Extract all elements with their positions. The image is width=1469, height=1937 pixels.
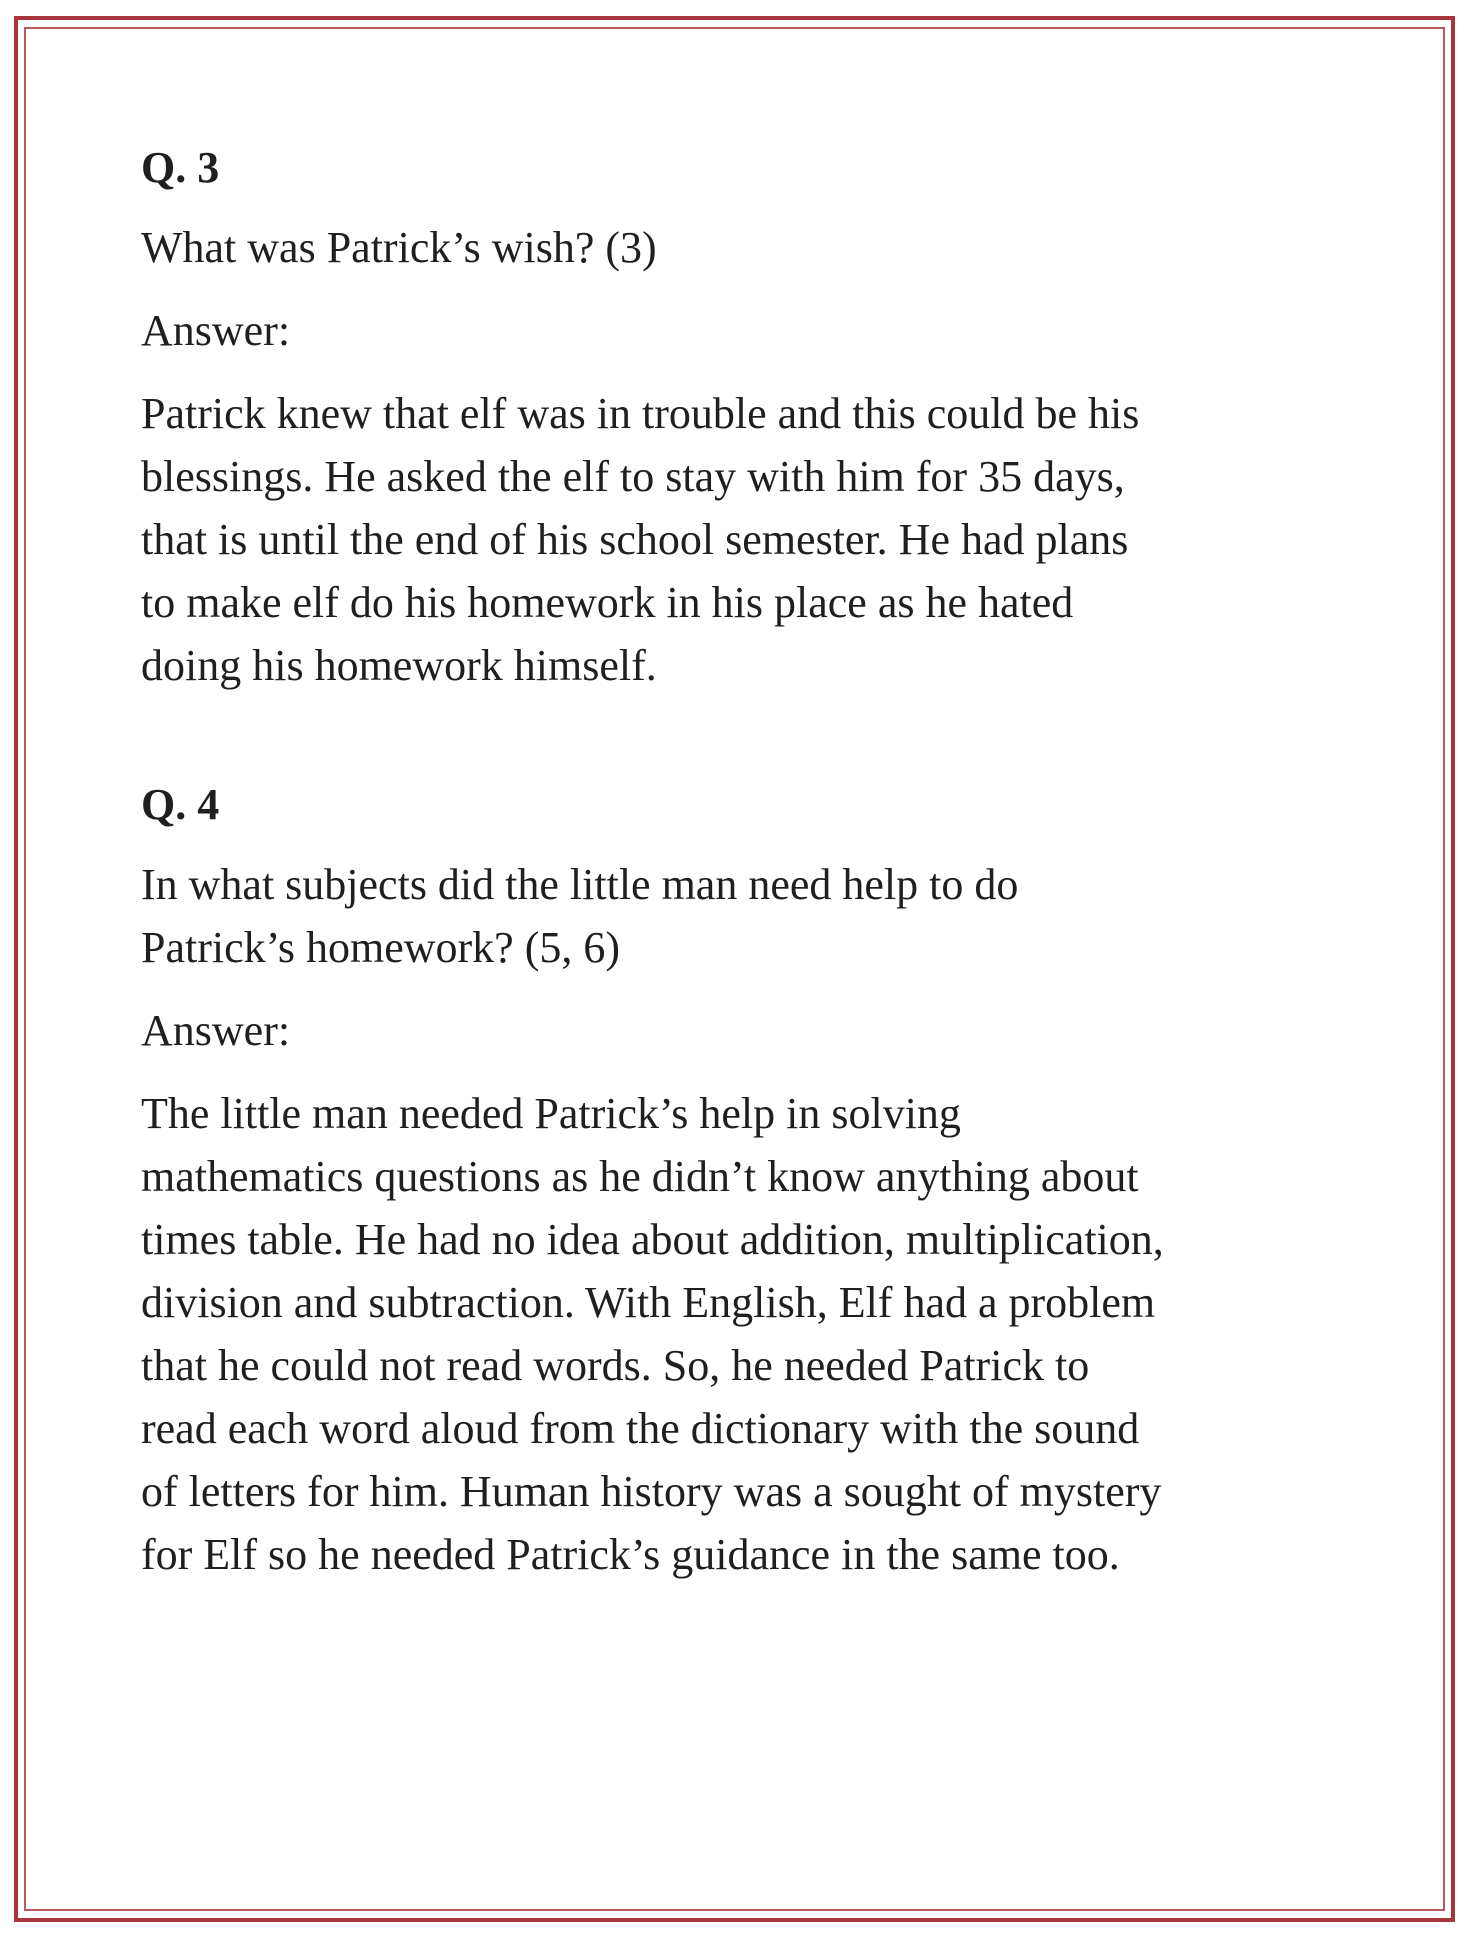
document-content	[141, 138, 1351, 1586]
answer-line: doing his homework himself.	[141, 641, 657, 690]
question-text	[141, 853, 1351, 979]
question-heading: Q. 4	[141, 780, 220, 829]
answer-line: read each word aloud from the dictionary with the sound	[141, 1404, 1140, 1453]
answer-line: mathematics questions as he didn’t know anything about	[141, 1152, 1139, 1201]
question-line: In what subjects did the little man need help to do	[141, 860, 1019, 909]
question-block-4	[141, 775, 1351, 1586]
answer-line: division and subtraction. With English, Elf had a problem	[141, 1278, 1156, 1327]
answer-line: to make elf do his homework in his place as he hated	[141, 578, 1074, 627]
answer-line: of letters for him. Human history was a sought of mystery	[141, 1467, 1162, 1516]
answer-line: times table. He had no idea about addition, multiplication,	[141, 1215, 1164, 1264]
question-line: Patrick’s homework? (5, 6)	[141, 923, 620, 972]
answer-line: for Elf so he needed Patrick’s guidance in the same too.	[141, 1530, 1120, 1579]
answer-label: Answer:	[141, 306, 291, 355]
answer-line: that he could not read words. So, he needed Patrick to	[141, 1341, 1090, 1390]
answer-text	[141, 1082, 1351, 1586]
question-block-3	[141, 138, 1351, 697]
question-text: What was Patrick’s wish? (3)	[141, 223, 657, 272]
answer-line: Patrick knew that elf was in trouble and this could be his	[141, 389, 1140, 438]
answer-text	[141, 382, 1351, 697]
answer-label: Answer:	[141, 1006, 291, 1055]
answer-line: that is until the end of his school semester. He had plans	[141, 515, 1129, 564]
question-heading: Q. 3	[141, 143, 220, 192]
answer-line: blessings. He asked the elf to stay with him for 35 days,	[141, 452, 1125, 501]
answer-line: The little man needed Patrick’s help in solving	[141, 1089, 961, 1138]
